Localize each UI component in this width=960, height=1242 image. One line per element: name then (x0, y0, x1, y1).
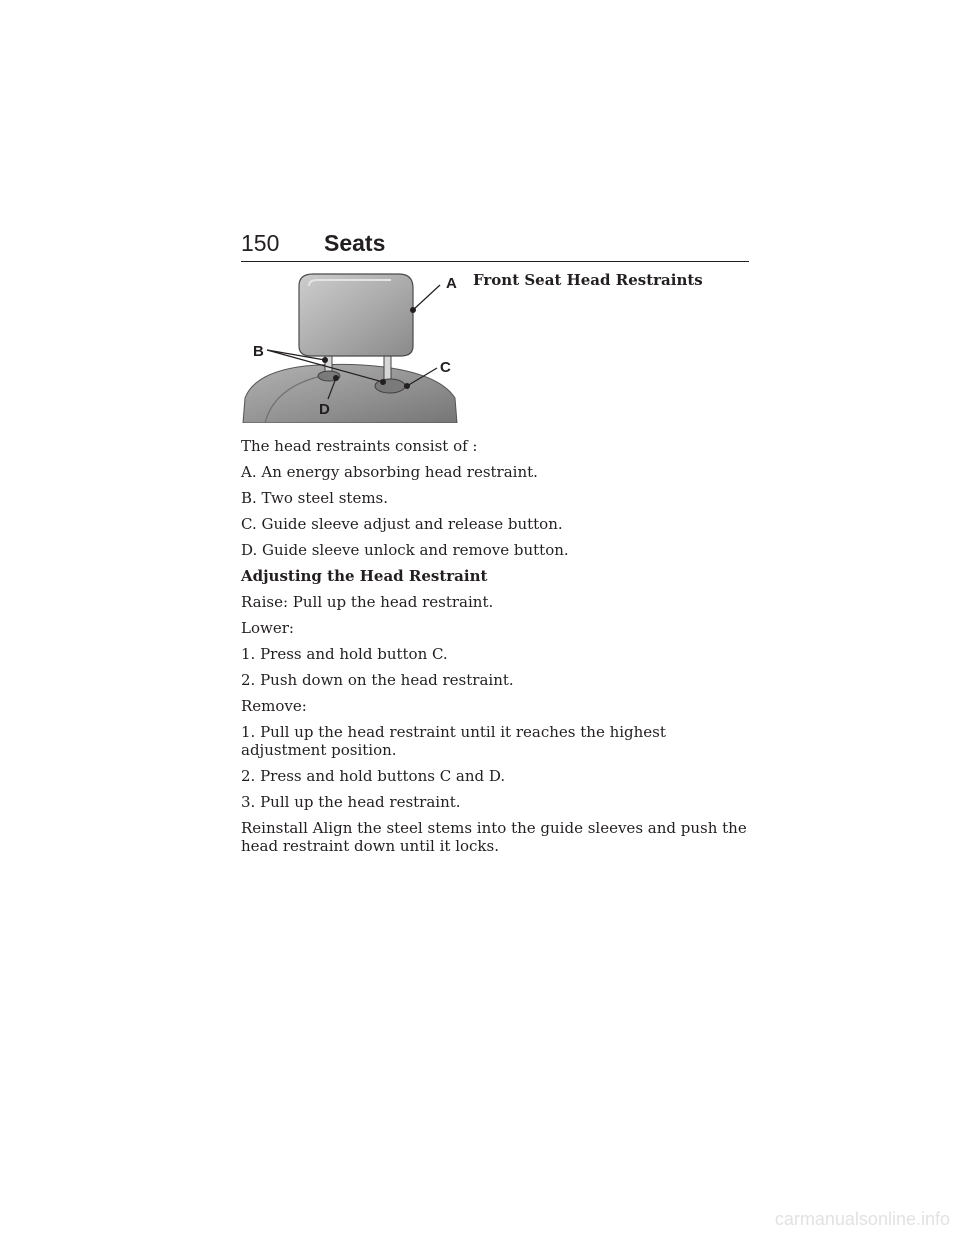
remove-label: Remove: (241, 697, 307, 715)
adjust-heading: Adjusting the Head Restraint (241, 567, 488, 585)
callout-a: A (446, 275, 457, 292)
section-title: Seats (324, 230, 386, 256)
head-restraint-figure (241, 266, 466, 423)
remove-step-2: 2. Press and hold buttons C and D. (241, 767, 506, 785)
intro-paragraph: The head restraints consist of : (241, 437, 478, 455)
remove-step-3: 3. Pull up the head restraint. (241, 793, 461, 811)
list-item-d: D. Guide sleeve unlock and remove button. (241, 541, 569, 559)
raise-paragraph: Raise: Pull up the head restraint. (241, 593, 494, 611)
callout-c: C (440, 359, 451, 376)
head-restraint-shape (299, 274, 413, 356)
page-number: 150 (241, 230, 280, 256)
page-header (241, 229, 749, 262)
callout-d: D (319, 401, 330, 418)
figure-title: Front Seat Head Restraints (473, 271, 703, 289)
reinstall-paragraph: Reinstall Align the steel stems into the guide sleeves and push the head restraint down until it locks. (241, 819, 747, 855)
head-restraint-illustration (241, 266, 466, 423)
list-item-c: C. Guide sleeve adjust and release button. (241, 515, 563, 533)
lower-label: Lower: (241, 619, 294, 637)
list-item-a: A. An energy absorbing head restraint. (241, 463, 538, 481)
watermark: carmanualsonline.info (774, 1209, 950, 1229)
list-item-b: B. Two steel stems. (241, 489, 389, 507)
body-text (241, 437, 751, 863)
lower-step-2: 2. Push down on the head restraint. (241, 671, 514, 689)
lower-step-1: 1. Press and hold button C. (241, 645, 448, 663)
remove-step-1: 1. Pull up the head restraint until it reaches the highest adjustment position. (241, 723, 666, 759)
callout-b: B (253, 343, 264, 360)
